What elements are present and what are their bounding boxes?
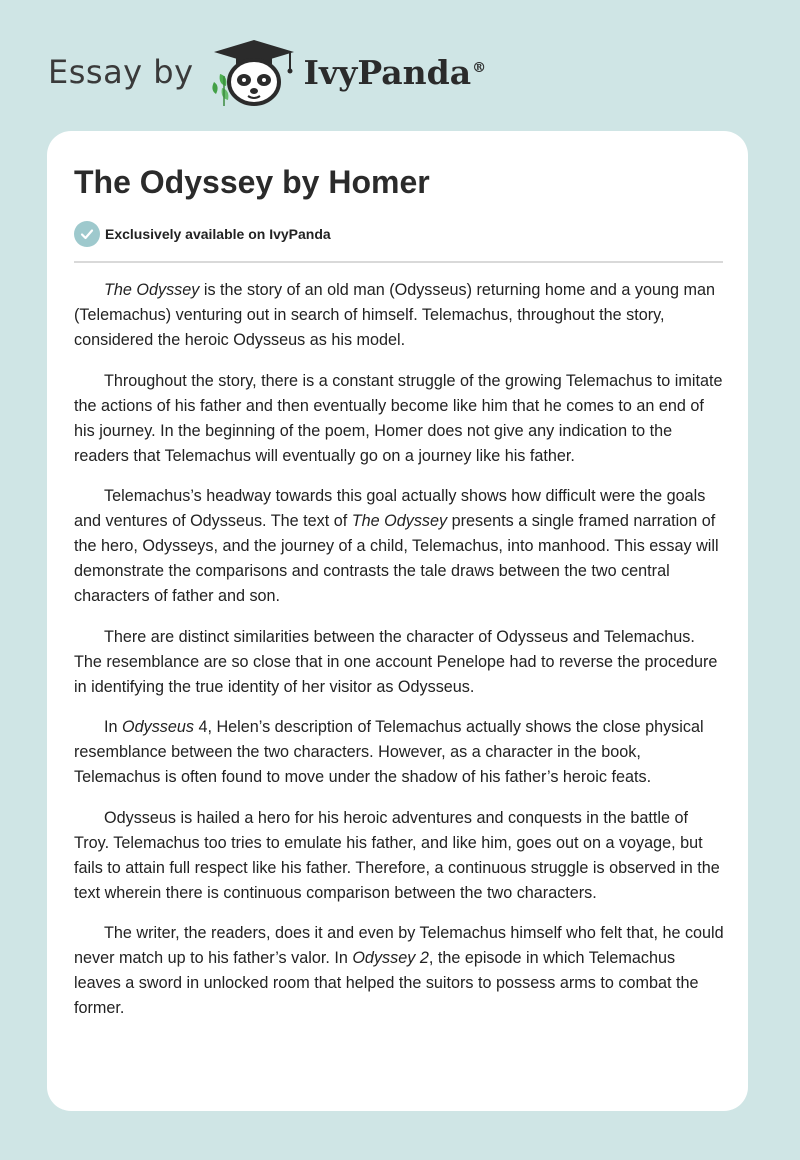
essay-paragraph xyxy=(74,625,726,700)
italic-title-text: Odyssey 2 xyxy=(352,949,429,967)
paragraph-text: presents a single framed narration of the hero, Odysseys, and the journey of a child, Telemachus, into manhood. This essay will demonstrate the comparisons and contrasts the tale draws between the two central characters of father and son. xyxy=(74,512,719,605)
brand-name[interactable]: IvyPanda® xyxy=(303,52,487,92)
essay-card xyxy=(47,131,748,1111)
essay-paragraph xyxy=(74,278,726,353)
paragraph-text: is the story of an old man (Odysseus) returning home and a young man (Telemachus) venturing out in search of himself. Telemachus, throughout the story, considered the heroic Odysseus as his model. xyxy=(74,281,715,349)
paragraph-text: The writer, the readers, does it and even by Telemachus himself who felt that, he could never match up to his father’s valor. In xyxy=(74,924,724,967)
paragraph-text: Telemachus’s headway towards this goal actually shows how difficult were the goals and ventures of Odysseus. The text of xyxy=(74,487,706,530)
paragraph-text: , the episode in which Telemachus leaves a sword in unlocked room that helped the suitors to possess arms to combat the former. xyxy=(74,949,699,1017)
paragraph-text: Odysseus is hailed a hero for his heroic adventures and conquests in the battle of Troy. Telemachus too tries to emulate his father, and like him, goes out on a voyage, but fails to attain full respect like his father. Therefore, a continuous struggle is observed in the text wherein there is continuous comparison between the two characters. xyxy=(74,808,720,902)
italic-title-text: The Odyssey xyxy=(351,512,448,530)
registered-mark: ® xyxy=(472,59,487,76)
paragraph-text: Throughout the story, there is a constant struggle of the growing Telemachus to imitate the actions of his father and then eventually become like him that he comes to an end of his journey. In the beginning of the poem, Homer does not give any indication to the readers that Telemachus will eventually go on a journey like his father. xyxy=(74,371,723,465)
ivypanda-logo-icon[interactable] xyxy=(208,36,300,108)
paragraph-text: In xyxy=(104,718,122,736)
essay-paragraph xyxy=(74,484,726,609)
paragraph-text: There are distinct similarities between the character of Odysseus and Telemachus. The resemblance are so close that in one account Penelope had to reverse the procedure in identifying the true identity of her visitor as Odysseus. xyxy=(74,627,718,696)
essay-body xyxy=(74,278,726,1037)
essay-paragraph xyxy=(74,369,726,469)
page-title: The Odyssey by Homer xyxy=(74,164,430,200)
italic-title-text: Odysseus xyxy=(122,718,194,736)
italic-title-text: The Odyssey xyxy=(104,281,200,299)
essay-paragraph xyxy=(74,806,726,906)
divider xyxy=(74,261,723,263)
site-header xyxy=(48,36,486,108)
essay-by-label: Essay by xyxy=(48,53,194,91)
exclusive-badge-label: Exclusively available on IvyPanda xyxy=(105,226,331,242)
exclusive-badge xyxy=(74,221,331,247)
paragraph-text: 4, Helen’s description of Telemachus actually shows the close physical resemblance between the two characters. However, as a character in the book, Telemachus is often found to move under the shadow of his father’s heroic feats. xyxy=(74,718,704,786)
checkmark-icon xyxy=(74,221,100,247)
essay-paragraph xyxy=(74,715,726,790)
essay-paragraph xyxy=(74,921,726,1021)
